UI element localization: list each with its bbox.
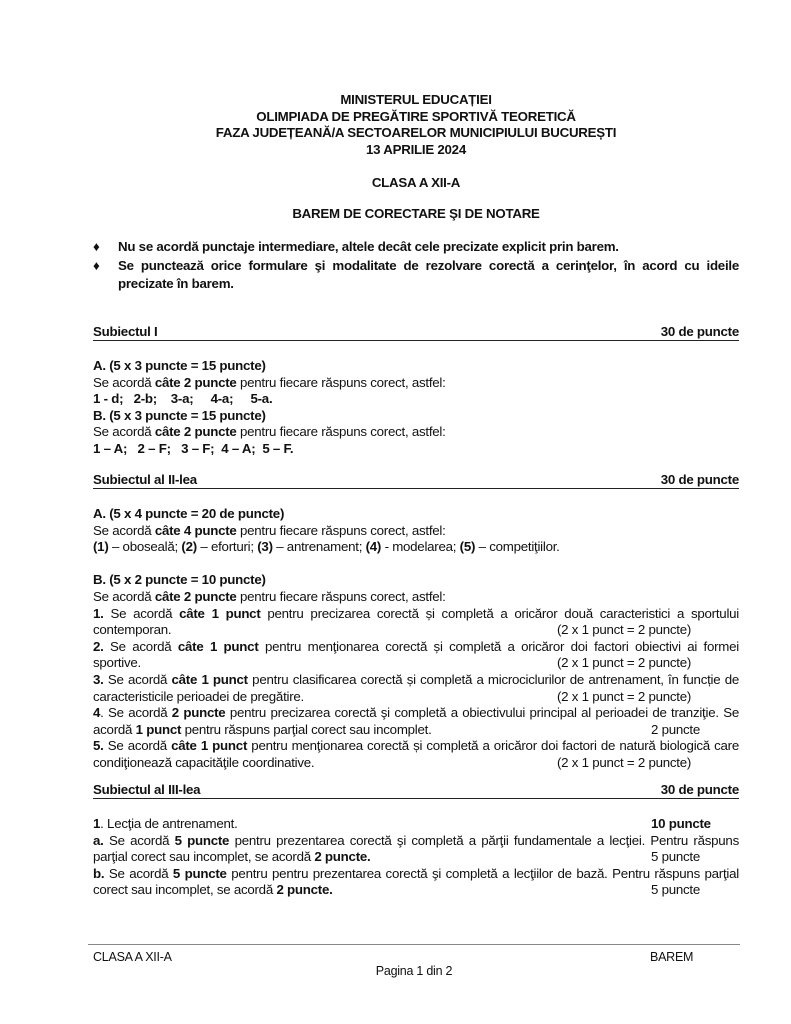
text: Se acordă [103,671,172,687]
paragraph [93,639,739,672]
paragraph [93,375,739,392]
paragraph [93,556,739,573]
bold-text: câte 1 punct [171,671,248,687]
bold-text: câte 4 puncte [154,522,237,538]
text: pentru pentru prezentarea corectă şi completă a lecţiilor de bază. Pentru răspuns parţial corect sau incomplet, se acordă [93,865,739,898]
paragraph [93,705,739,738]
bold-text: câte 2 puncte [154,424,237,440]
text: Se acordă [103,638,178,654]
diamond-bullet-icon: ♦ [93,257,100,273]
bold-text: câte 1 punct [177,638,259,654]
bold-text: 1 - d; 2-b; 3-a; 4-a; 5-a. [93,391,273,407]
text: Se acordă [93,424,155,440]
text: pentru fiecare răspuns corect, astfel: [236,374,446,390]
bold-text: (3) [257,539,273,555]
paragraph [93,441,739,458]
bold-text: 3. [93,671,104,687]
bold-text: (2) [181,539,197,555]
section-header [93,472,739,489]
section-points: 30 de puncte [660,472,739,487]
bold-text: 5 puncte [174,832,230,848]
paragraph [93,506,739,523]
paragraph [93,816,739,833]
general-rules [93,238,739,294]
bold-text: B. (5 x 2 puncte = 10 puncte) [93,572,266,588]
bold-text: 1 punct [135,721,182,737]
text: pentru prezentarea corectă şi completă a părţii fundamentale a lecţiei. Pentru răspuns parţial corect sau incomplet, se acordă [93,832,739,865]
bold-text: a. [93,832,104,848]
bold-text: câte 1 punct [179,605,261,621]
text: Se acordă [93,374,155,390]
text: Se acordă [103,605,180,621]
text: Se acordă [103,832,175,848]
score: 5 puncte [651,849,701,865]
text: – antrenament; [272,539,366,555]
section-subiectul-2 [93,472,739,772]
bold-text: câte 2 puncte [154,588,237,604]
section-subiectul-3 [93,782,739,899]
footer-class: CLASA A XII-A [93,950,172,964]
bold-text: B. (5 x 3 puncte = 15 puncte) [93,407,266,423]
diamond-bullet-icon: ♦ [93,239,100,254]
paragraph [93,523,739,540]
score: (2 x 1 punct = 2 puncte) [557,655,692,671]
text: Se acordă [103,738,172,754]
section-title: Subiectul al III-lea [93,782,201,797]
text: pentru menţionarea corectă și completă a oricăror doi factori de natură biologică care condiţionează capacităţile coordinative. [93,738,739,770]
rule-item: ♦ Se punctează orice formulare şi modalitate de rezolvare corectă a cerinţelor, în acord cu ideile precizate în barem. [93,257,739,294]
paragraph [93,424,739,441]
bold-text: b. [93,865,105,881]
paragraph [93,358,739,375]
bold-text: 2. [93,638,104,654]
score: (2 x 1 punct = 2 puncte) [557,622,692,638]
score: 5 puncte [651,882,701,898]
bold-text: 2 puncte [171,705,226,721]
document-title: BAREM DE CORECTARE ŞI DE NOTARE [292,206,540,221]
bold-text: 4 [93,705,101,721]
paragraph [93,589,739,606]
text: pentru menţionarea corectă și completă a oricăror doi factori obiectivi ai formei sportive. [93,638,739,671]
score: 10 puncte [651,816,711,831]
bold-text: 5 puncte [172,865,227,881]
bold-text: 2 puncte. [276,882,333,898]
text: pentru clasificarea corectă și completă a microciclurilor de antrenament, în funcție de caracteristicile perioadei de pregătire. [93,671,739,704]
text: pentru răspuns parţial corect sau incomplet. [181,721,432,737]
section-header [93,324,739,341]
section-points: 30 de puncte [660,324,739,339]
bold-text: (1) [93,539,109,555]
text: Se acordă [93,588,155,604]
bold-text: 5. [93,738,104,754]
score: (2 x 1 punct = 2 puncte) [557,754,692,770]
paragraph [93,408,739,425]
section-title: Subiectul al II-lea [93,472,197,487]
score: (2 x 1 punct = 2 puncte) [557,688,692,704]
bold-text: A. (5 x 4 puncte = 20 de puncte) [93,506,285,521]
bold-text: (5) [459,539,476,555]
ministry: MINISTERUL EDUCAȚIEI [340,92,492,107]
phase: FAZA JUDEȚEANĂ/A SECTOARELOR MUNICIPIULUI BUCUREȘTI [215,125,617,141]
section-points: 30 de puncte [660,782,739,797]
text: – oboseală; [108,539,182,555]
text: – eforturi; [196,539,258,555]
text: . Se acordă [100,705,172,721]
paragraph [93,572,739,589]
document-header [93,92,739,159]
text: - modelarea; [381,539,460,555]
footer-barem: BAREM [650,950,694,964]
paragraph [93,672,739,705]
olympiad-name: OLIMPIADA DE PREGĂTIRE SPORTIVĂ TEORETICĂ [256,108,576,124]
bold-text: câte 2 puncte [154,374,237,390]
bold-text: 1. [93,605,104,621]
text: pentru fiecare răspuns corect, astfel: [236,588,446,604]
text: Se acordă [104,865,173,881]
bold-text: 2 puncte. [314,849,371,865]
text: pentru fiecare răspuns corect, astfel: [236,424,446,440]
text: – competiţiilor. [475,539,560,555]
score: 2 puncte [651,721,701,737]
paragraph [93,738,739,771]
bold-text: 1 – A; 2 – F; 3 – F; 4 – A; 5 – F. [93,440,294,456]
section-title: Subiectul I [93,324,158,339]
text: pentru precizarea corectă şi completă a obiectivului principal al perioadei de tranziţie. Se acordă [93,705,739,737]
rule-item: ♦ Nu se acordă punctaje intermediare, altele decât cele precizate explicit prin barem. [93,238,739,257]
date: 13 APRILIE 2024 [366,142,466,158]
page-footer [88,944,740,978]
page-number: Pagina 1 din 2 [375,964,453,978]
bold-text: 1 [93,816,101,831]
text: pentru fiecare răspuns corect, astfel: [236,522,446,538]
section-header [93,782,739,799]
paragraph [93,606,739,639]
bold-text: (4) [365,539,382,555]
text: Se acordă [93,522,155,538]
section-subiectul-1 [93,324,739,458]
class-label: CLASA A XII-A [371,175,461,190]
paragraph [93,866,739,899]
paragraph [93,391,739,408]
paragraph [93,833,739,866]
paragraph [93,539,739,556]
text: pentru precizarea corectă și completă a oricăror două caracteristici a sportului contemporan. [93,605,739,638]
text: . Lecţia de antrenament. [100,816,238,831]
bold-text: câte 1 punct [171,738,248,754]
bold-text: A. (5 x 3 puncte = 15 puncte) [93,358,266,373]
